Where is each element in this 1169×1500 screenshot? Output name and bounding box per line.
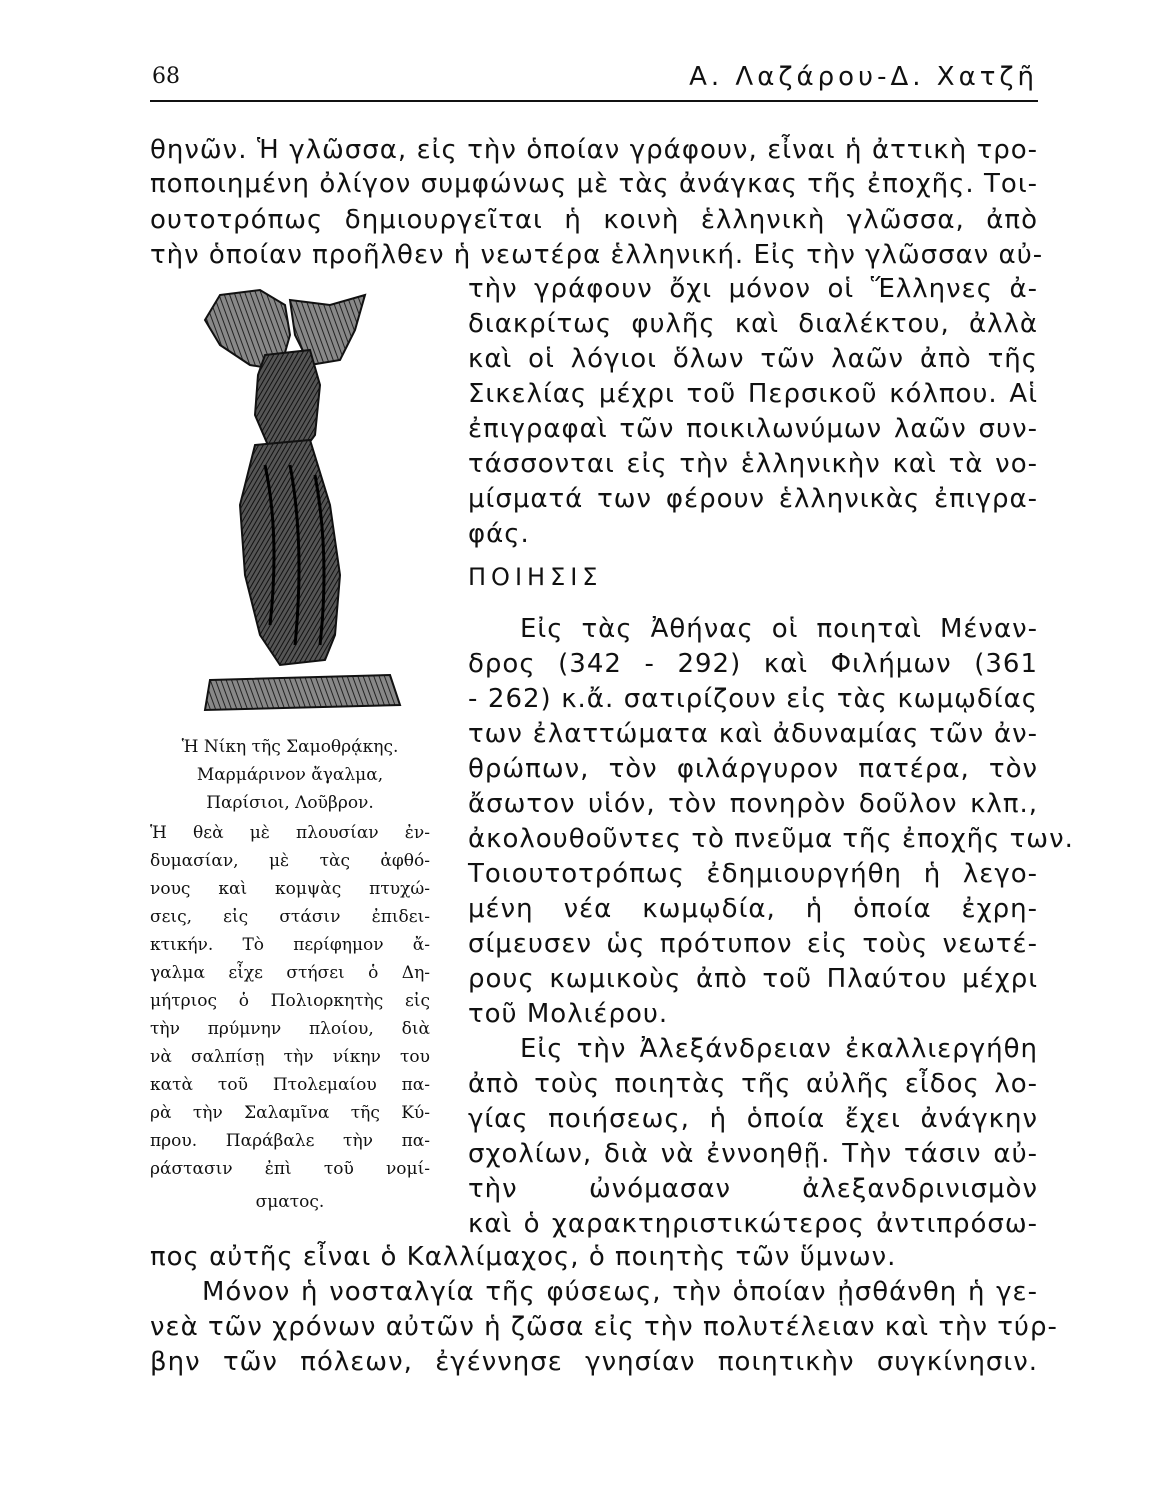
- column-line: διακρίτως φυλῆς καὶ διαλέκτου, ἀλλὰ: [468, 309, 1038, 339]
- column-line: τὴν ὠνόμασαν ἀλεξανδρινισμὸν: [468, 1174, 1038, 1204]
- column-line: ρους κωμικοὺς ἀπὸ τοῦ Πλαύτου μέχρι: [468, 964, 1038, 994]
- closing-line: Μόνον ἡ νοσταλγία τῆς φύσεως, τὴν ὁποίαν ᾐσθάνθη ἡ γε-: [202, 1277, 1038, 1307]
- column-line: τὴν γράφουν ὄχι μόνον οἱ Ἕλληνες ἀ-: [468, 274, 1038, 304]
- section-heading: ΠΟΙΗΣΙΣ: [468, 563, 603, 591]
- caption-description-line: ράστασιν ἐπὶ τοῦ νομί-: [150, 1159, 430, 1179]
- caption-description-line: ρὰ τὴν Σαλαμῖνα τῆς Κύ-: [150, 1103, 430, 1123]
- intro-line: τὴν ὁποίαν προῆλθεν ἡ νεωτέρα ἑλληνική. Εἰς τὴν γλῶσσαν αὐ-: [150, 240, 1044, 270]
- caption-description-line: τὴν πρύμνην πλοίου, διὰ: [150, 1019, 430, 1039]
- column-line: των ἐλαττώματα καὶ ἀδυναμίας τῶν ἀν-: [468, 719, 1038, 749]
- column-line: ἐπιγραφαὶ τῶν ποικιλωνύμων λαῶν συν-: [468, 414, 1038, 444]
- intro-line: ποποιημένη ὀλίγον συμφώνως μὲ τὰς ἀνάγκας τῆς ἐποχῆς. Τοι-: [150, 169, 1038, 199]
- column-line: Εἰς τὴν Ἀλεξάνδρειαν ἐκαλλιεργήθη: [520, 1034, 1038, 1064]
- page-header: [150, 60, 1038, 102]
- statue-illustration: [190, 275, 430, 725]
- column-line: γίας ποιήσεως, ἡ ὁποία ἔχει ἀνάγκην: [468, 1104, 1038, 1134]
- closing-line: βην τῶν πόλεων, ἐγέννησε γνησίαν ποιητικὴν συγκίνησιν.: [150, 1347, 1038, 1377]
- caption-line: Παρίσιοι, Λοῦβρον.: [206, 793, 374, 813]
- caption-description-line: νους καὶ κομψὰς πτυχώ-: [150, 879, 430, 899]
- caption-description-line: σεις, εἰς στάσιν ἐπιδει-: [150, 907, 430, 927]
- column-line: Τοιουτοτρόπως ἐδημιουργήθη ἡ λεγο-: [468, 859, 1038, 889]
- caption-description-line: νὰ σαλπίσῃ τὴν νίκην του: [150, 1047, 430, 1067]
- caption-line: Μαρμάρινον ἄγαλμα,: [196, 765, 384, 785]
- column-line: σίμευσεν ὡς πρότυπον εἰς τοὺς νεωτέ-: [468, 929, 1038, 959]
- column-line: μένη νέα κωμῳδία, ἡ ὁποία ἐχρη-: [468, 894, 1038, 924]
- column-line: ἀκολουθοῦντες τὸ πνεῦμα τῆς ἐποχῆς των.: [468, 824, 1074, 854]
- column-line: Σικελίας μέχρι τοῦ Περσικοῦ κόλπου. Αἱ: [468, 379, 1038, 409]
- column-line: τοῦ Μολιέρου.: [468, 999, 669, 1029]
- running-head: Α. Λαζάρου-Δ. Χατζῆ: [689, 62, 1038, 92]
- column-line: καὶ οἱ λόγιοι ὅλων τῶν λαῶν ἀπὸ τῆς: [468, 344, 1038, 374]
- column-line: τάσσονται εἰς τὴν ἑλληνικὴν καὶ τὰ νο-: [468, 449, 1038, 479]
- winged-victory-image: [190, 275, 430, 725]
- column-line: θρώπων, τὸν φιλάργυρον πατέρα, τὸν: [468, 754, 1038, 784]
- column-line: δρος (342 - 292) καὶ Φιλήμων (361: [468, 649, 1038, 679]
- page-number: 68: [152, 64, 180, 89]
- column-line: μίσματά των φέρουν ἑλληνικὰς ἐπιγρα-: [468, 484, 1038, 514]
- intro-line: ουτοτρόπως δημιουργεῖται ἡ κοινὴ ἑλληνικὴ γλῶσσα, ἀπὸ: [150, 205, 1038, 235]
- column-line: ἄσωτον υἱόν, τὸν πονηρὸν δοῦλον κλπ.,: [468, 789, 1038, 819]
- caption-description-line: κατὰ τοῦ Πτολεμαίου πα-: [150, 1075, 430, 1095]
- column-line: φάς.: [468, 519, 530, 549]
- column-line: Εἰς τὰς Ἀθήνας οἱ ποιηταὶ Μέναν-: [520, 614, 1038, 644]
- column-line: καὶ ὁ χαρακτηριστικώτερος ἀντιπρόσω-: [468, 1209, 1038, 1239]
- column-line: σχολίων, διὰ νὰ ἐννοηθῇ. Τὴν τάσιν αὐ-: [468, 1139, 1038, 1169]
- column-line: ἀπὸ τοὺς ποιητὰς τῆς αὐλῆς εἶδος λο-: [468, 1069, 1038, 1099]
- caption-description-line: μήτριος ὁ Πολιορκητὴς εἰς: [150, 991, 430, 1011]
- closing-line: πος αὐτῆς εἶναι ὁ Καλλίμαχος, ὁ ποιητὴς τῶν ὕμνων.: [150, 1242, 897, 1272]
- caption-description-line: δυμασίαν, μὲ τὰς ἀφθό-: [150, 851, 430, 871]
- column-line: - 262) κ.ἄ. σατιρίζουν εἰς τὰς κωμῳδίας: [468, 684, 1038, 714]
- caption-description-line: πρου. Παράβαλε τὴν πα-: [150, 1131, 430, 1151]
- caption-line: Ἡ Νίκη τῆς Σαμοθρᾴκης.: [181, 737, 399, 757]
- caption-description-line: Ἡ θεὰ μὲ πλουσίαν ἐν-: [150, 823, 430, 843]
- caption-description-line: σματος.: [255, 1192, 325, 1212]
- caption-description-line: κτικήν. Τὸ περίφημον ἄ-: [150, 935, 430, 955]
- caption-description-line: γαλμα εἶχε στήσει ὁ Δη-: [150, 963, 430, 983]
- closing-line: νεὰ τῶν χρόνων αὐτῶν ἡ ζῶσα εἰς τὴν πολυτέλειαν καὶ τὴν τύρ-: [150, 1312, 1058, 1342]
- intro-line: θηνῶν. Ἡ γλῶσσα, εἰς τὴν ὁποίαν γράφουν, εἶναι ἡ ἀττικὴ τρο-: [150, 135, 1038, 165]
